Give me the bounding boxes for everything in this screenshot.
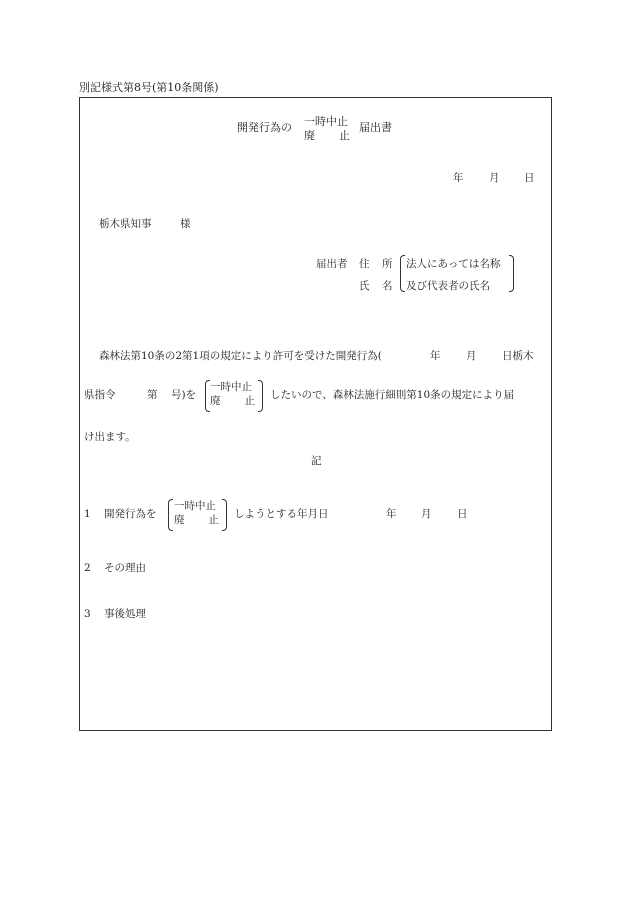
body-choice <box>210 382 255 406</box>
date-year: 年 <box>453 172 464 184</box>
form-number-label: 別記様式第8号(第10条関係) <box>79 81 219 94</box>
item1-number: 1 <box>84 508 91 520</box>
ki-heading: 記 <box>311 455 322 467</box>
body-line2-suffix: 号)を <box>171 389 197 401</box>
item1-tail: しようとする年月日 <box>234 508 329 520</box>
body-line2-rest: したいので、森林法施行細則第10条の規定により届 <box>270 389 515 401</box>
address-label-1: 住 <box>359 258 370 270</box>
body-line2-no: 第 <box>147 389 158 401</box>
body-choice-top: 一時中止 <box>210 381 252 393</box>
item1-choice <box>174 501 219 525</box>
title-prefix: 開発行為の <box>237 121 292 134</box>
name-label-1: 氏 <box>359 280 370 292</box>
right-bracket <box>222 499 227 531</box>
item3-label: 事後処理 <box>104 608 146 620</box>
title-choice <box>304 116 350 141</box>
item1-choice-top: 一時中止 <box>174 500 216 512</box>
item1-day: 日 <box>457 508 468 520</box>
form-frame <box>79 97 552 731</box>
body-choice-bottom: 廃 止 <box>210 394 255 407</box>
title-choice-top: 一時中止 <box>304 115 348 128</box>
body-line1-year: 年 <box>430 350 441 362</box>
item1-month: 月 <box>421 508 432 520</box>
left-bracket <box>168 499 173 531</box>
body-line1: 森林法第10条の2第1項の規定により許可を受けた開発行為( <box>99 350 382 362</box>
address-label-2: 所 <box>382 258 393 270</box>
body-line1-day: 日栃木 <box>502 350 534 362</box>
notifier-note-line1: 法人にあっては名称 <box>406 258 501 270</box>
title-suffix: 届出書 <box>359 121 392 134</box>
notifier-note-line2: 及び代表者の氏名 <box>406 280 490 292</box>
name-label-2: 名 <box>382 280 393 292</box>
item1-choice-bottom: 廃 止 <box>174 513 219 526</box>
body-line3: け出ます。 <box>84 431 136 443</box>
item2-number: 2 <box>84 562 91 574</box>
right-bracket <box>509 255 514 292</box>
addressee-name: 栃木県知事 <box>99 218 152 230</box>
body-line1-month: 月 <box>466 350 477 362</box>
date-month: 月 <box>489 172 500 184</box>
item1-year: 年 <box>386 508 397 520</box>
date-day: 日 <box>524 172 535 184</box>
item3-number: 3 <box>84 608 91 620</box>
title-choice-bottom: 廃 止 <box>304 129 350 142</box>
item2-label: その理由 <box>104 562 146 574</box>
item1-label: 開発行為を <box>104 508 157 520</box>
notifier-label: 届出者 <box>316 258 348 270</box>
addressee-honorific: 様 <box>180 218 191 230</box>
body-line2-prefix: 県指令 <box>84 389 116 401</box>
left-bracket <box>400 255 405 292</box>
right-bracket <box>258 380 263 412</box>
